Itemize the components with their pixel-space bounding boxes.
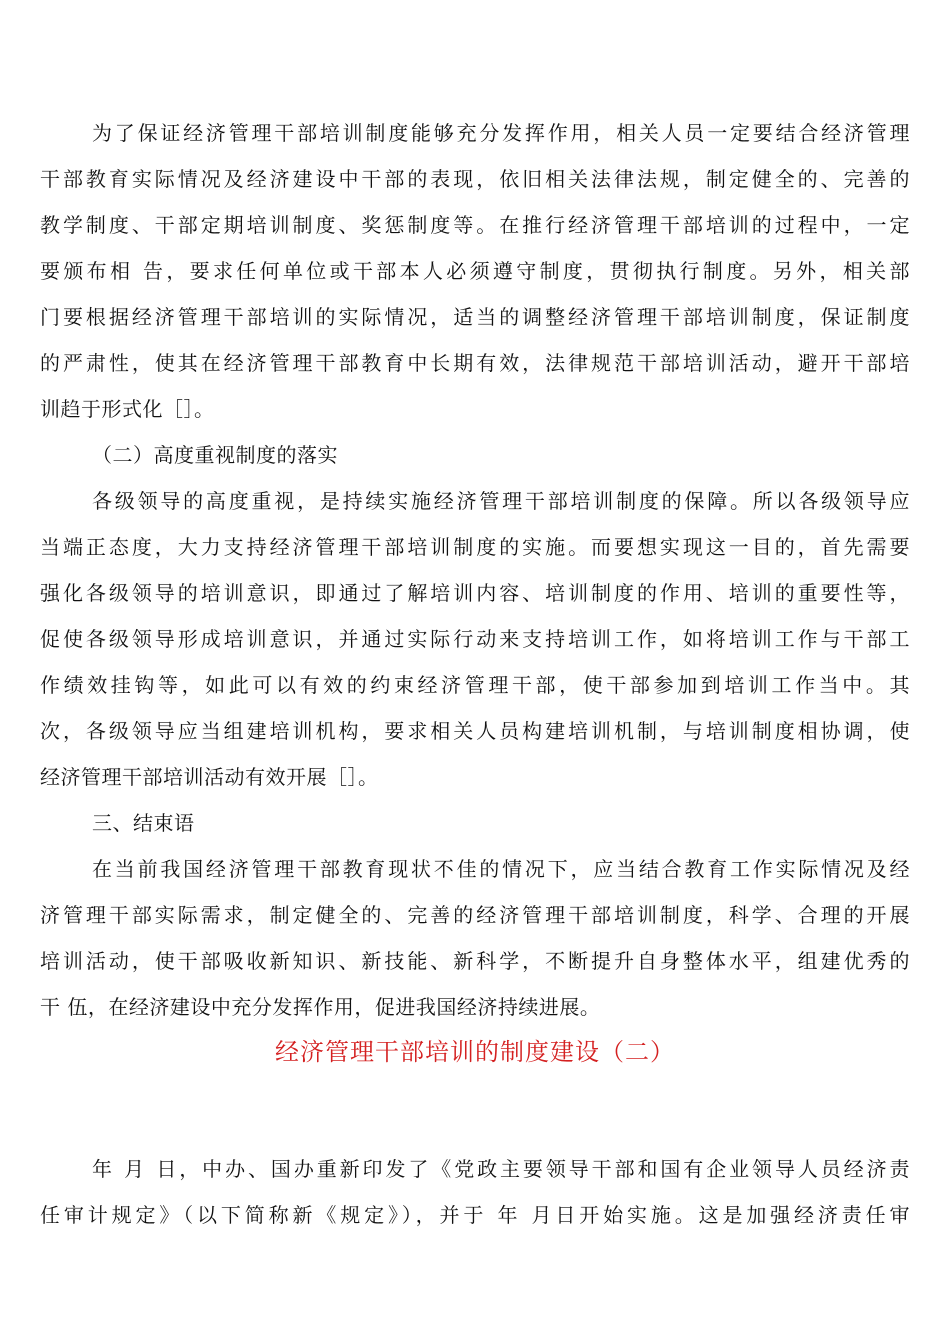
paragraph-line: 次，各级领导应当组建培训机构，要求相关人员构建培训机制，与培训制度相协调，使 <box>40 719 910 743</box>
paragraph-line: 门要根据经济管理干部培训的实际情况，适当的调整经济管理干部培训制度，保证制度 <box>40 305 910 329</box>
paragraph-4 <box>40 1146 910 1238</box>
paragraph-line: 要颁布相 告，要求任何单位或干部本人必须遵守制度，贯彻执行制度。另外，相关部 <box>40 259 910 283</box>
section-heading-3: 三、结束语 <box>92 811 195 835</box>
paragraph-line: 年 月 日，中办、国办重新印发了《党政主要领导干部和国有企业领导人员经济责 <box>92 1157 910 1181</box>
section-heading-2: （二）高度重视制度的落实 <box>92 443 338 467</box>
paragraph-1 <box>40 110 910 432</box>
paragraph-line: 各级领导的高度重视，是持续实施经济管理干部培训制度的保障。所以各级领导应 <box>92 489 910 513</box>
paragraph-line: 作绩效挂钩等，如此可以有效的约束经济管理干部，使干部参加到培训工作当中。其 <box>40 673 910 697</box>
section-title: 经济管理干部培训的制度建设（二） <box>275 1038 675 1066</box>
paragraph-line: 教学制度、干部定期培训制度、奖惩制度等。在推行经济管理干部培训的过程中，一定 <box>40 213 910 237</box>
paragraph-3 <box>40 846 910 1030</box>
paragraph-line: 强化各级领导的培训意识，即通过了解培训内容、培训制度的作用、培训的重要性等， <box>40 581 910 605</box>
paragraph-line: 经济管理干部培训活动有效开展［］。 <box>40 765 379 789</box>
paragraph-line: 干部教育实际情况及经济建设中干部的表现，依旧相关法律法规，制定健全的、完善的 <box>40 167 910 191</box>
paragraph-line: 任审计规定》（以下简称新《规定》），并于 年 月日开始实施。这是加强经济责任审 <box>40 1203 910 1227</box>
paragraph-line: 干 伍，在经济建设中充分发挥作用，促进我国经济持续进展。 <box>40 995 601 1019</box>
paragraph-line: 在当前我国经济管理干部教育现状不佳的情况下，应当结合教育工作实际情况及经 <box>92 857 910 881</box>
paragraph-2 <box>40 478 910 800</box>
paragraph-line: 训趋于形式化［］。 <box>40 397 215 421</box>
paragraph-line: 培训活动，使干部吸收新知识、新技能、新科学，不断提升自身整体水平，组建优秀的 <box>40 949 910 973</box>
paragraph-line: 促使各级领导形成培训意识，并通过实际行动来支持培训工作，如将培训工作与干部工 <box>40 627 910 651</box>
paragraph-line: 为了保证经济管理干部培训制度能够充分发挥作用，相关人员一定要结合经济管理 <box>92 121 910 145</box>
paragraph-line: 济管理干部实际需求，制定健全的、完善的经济管理干部培训制度，科学、合理的开展 <box>40 903 910 927</box>
paragraph-line: 的严肃性，使其在经济管理干部教育中长期有效，法律规范干部培训活动，避开干部培 <box>40 351 910 375</box>
paragraph-line: 当端正态度，大力支持经济管理干部培训制度的实施。而要想实现这一目的，首先需要 <box>40 535 910 559</box>
